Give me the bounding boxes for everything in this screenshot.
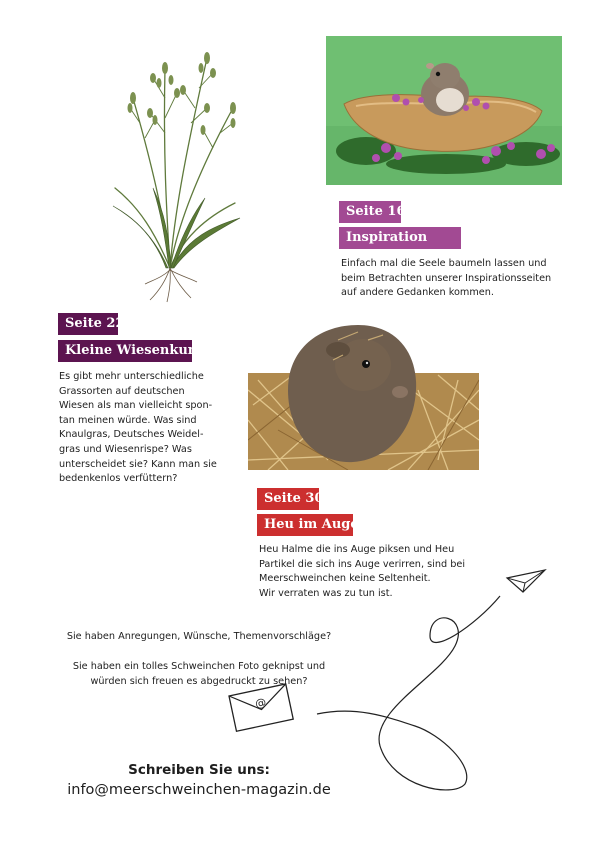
- article-text-wiesenkunde: Es gibt mehr unterschiedliche Grassorten auf deutschen Wiesen als man vielleicht spon- tan meinen würde. Was sind Knaulgras, Deutsches Weidel- gras und Wiesenrispe? Was unterscheidet sie? Kann man sie bedenkenlos verfüttern?: [59, 371, 217, 485]
- article-title-inspiration: Inspiration: [339, 227, 461, 249]
- article-title-wiesenkunde: Kleine Wiesenkunde: [58, 340, 192, 362]
- contact-question-photo: Sie haben ein tolles Schweinchen Foto geknipst und würden sich freuen es abgedruckt zu sehen?: [72, 661, 326, 687]
- envelope-icon: [229, 684, 293, 731]
- article-title-heu-im-auge: Heu im Auge: [257, 514, 353, 536]
- article-text-inspiration: Einfach mal die Seele baumeln lassen und beim Betrachten unserer Inspirationsseiten auf andere Gedanken kommen.: [341, 258, 552, 299]
- guinea-pig-bowl-photo: [326, 36, 562, 185]
- grass-illustration: [95, 38, 245, 303]
- page-tag-30: Seite 30: [257, 488, 319, 510]
- paper-plane-icon: [507, 570, 545, 592]
- contact-cta: Schreiben Sie uns:: [128, 762, 270, 778]
- svg-text:@: @: [253, 695, 268, 711]
- contact-question-topics: Sie haben Anregungen, Wünsche, Themenvorschläge?: [66, 631, 332, 642]
- page-tag-16: Seite 16: [339, 201, 401, 223]
- article-text-heu-im-auge: Heu Halme die ins Auge piksen und Heu Partikel die sich ins Auge verirren, sind bei Meerschweinchen keine Seltenheit. Wir verraten was zu tun ist.: [259, 544, 466, 599]
- contact-email-link[interactable]: info@meerschweinchen-magazin.de: [67, 782, 331, 798]
- guinea-pig-hay-photo: [248, 320, 479, 470]
- page-tag-22: Seite 22: [58, 313, 118, 335]
